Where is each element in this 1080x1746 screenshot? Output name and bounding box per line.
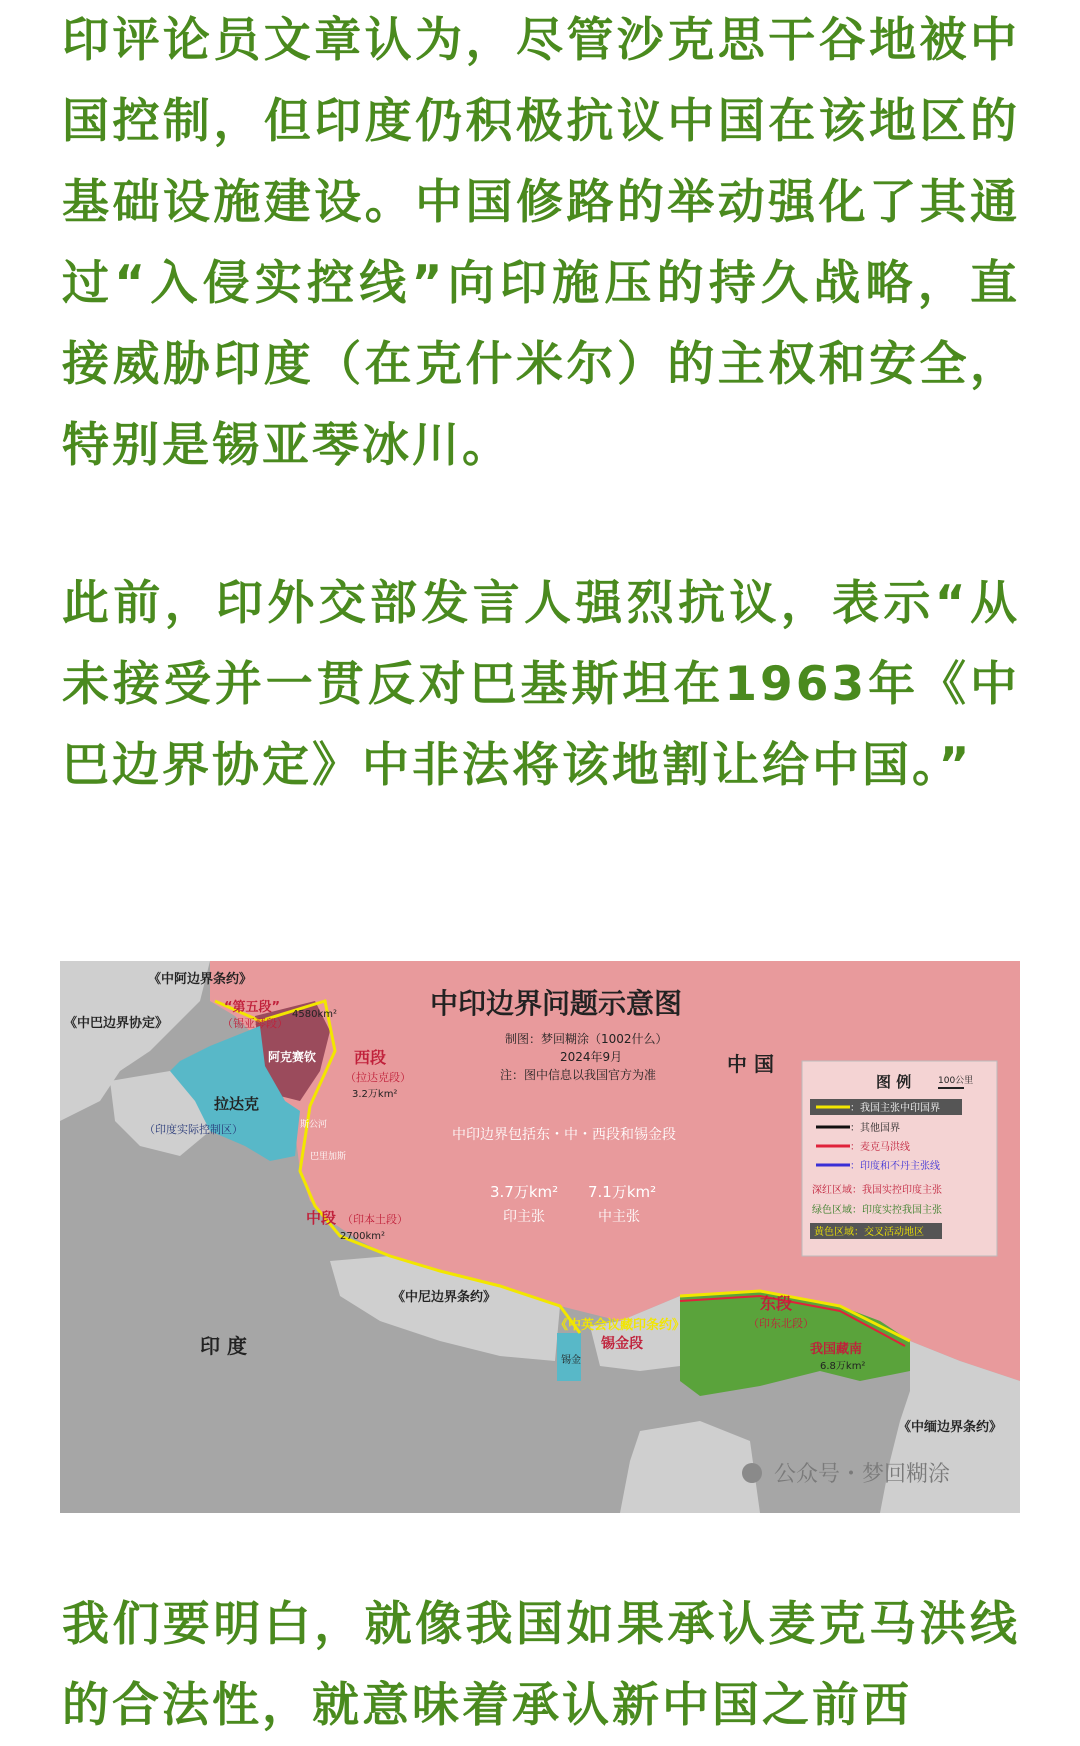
aksai-chin-label: 阿克赛钦	[268, 1050, 317, 1064]
india-claim-value: 3.7万km²	[490, 1183, 559, 1201]
middle-segment-label: 中段	[306, 1209, 337, 1227]
legend-item-3: ：麦克马洪线	[850, 1142, 910, 1153]
border-map-svg	[60, 961, 1020, 1513]
east-segment-sub: （印东北段）	[748, 1317, 814, 1330]
legend-area-3: 黄色区域：交叉活动地区	[814, 1227, 924, 1238]
article-paragraph-2: 此前，印外交部发言人强烈抗议，表示“从未接受并一贯反对巴基斯坦在1963年《中巴边界协定》中非法将该地割让给中国。”	[62, 576, 1020, 793]
china-label: 中 国	[727, 1052, 774, 1076]
afghan-treaty-label: 《中阿边界条约》	[148, 972, 253, 987]
south-tibet-area: 6.8万km²	[820, 1361, 866, 1372]
map-title: 中印边界问题示意图	[430, 987, 683, 1020]
border-map-image	[60, 961, 1020, 1513]
legend-item-1: ：我国主张中印国界	[850, 1103, 940, 1114]
legend-item-4: ：印度和不丹主张线	[850, 1161, 940, 1172]
fifth-segment-label: “第五段”	[224, 1000, 281, 1015]
ladakh-label: 拉达克	[214, 1095, 260, 1113]
middle-segment-area: 2700km²	[340, 1231, 385, 1242]
china-claim-label: 中主张	[598, 1209, 640, 1225]
legend-item-2: ：其他国界	[850, 1123, 900, 1134]
article-paragraph-1: 印评论员文章认为，尽管沙克思干谷地被中国控制，但印度仍积极抗议中国在该地区的基础设施建设。中国修路的举动强化了其通过“入侵实控线”向印施压的持久战略，直接威胁印度（在克什米尔）的主权和安全，特别是锡亚琴冰川。	[62, 13, 1020, 473]
fifth-segment-area: 4580km²	[292, 1009, 337, 1020]
legend-area-2: 绿色区域：印度实控我国主张	[812, 1205, 942, 1216]
small-label-1: 斯公河	[300, 1120, 328, 1130]
india-claim-label: 印主张	[503, 1209, 545, 1225]
legend-area-1: 深红区域：我国实控印度主张	[812, 1185, 942, 1196]
sikkim-treaty-label: 《中英会议藏印条约》	[555, 1318, 686, 1333]
south-tibet-label: 我国藏南	[810, 1342, 863, 1357]
map-legend	[802, 1061, 997, 1256]
india-label: 印 度	[200, 1334, 247, 1358]
legend-title: 图 例	[876, 1073, 912, 1091]
map-credit: 制图：梦回糊涂（1002什么）	[505, 1032, 668, 1046]
sikkim-segment-label: 锡金段	[601, 1336, 643, 1352]
map-summary: 中印边界包括东・中・西段和锡金段	[452, 1127, 676, 1143]
small-label-2: 巴里加斯	[310, 1152, 347, 1162]
pakistan-treaty-label: 《中巴边界协定》	[64, 1016, 169, 1031]
map-note: 注：图中信息以我国官方为准	[500, 1068, 657, 1082]
fifth-segment-sub: （锡亚琴段）	[222, 1017, 288, 1030]
west-segment-area: 3.2万km²	[352, 1089, 398, 1100]
legend-scale: 100公里	[938, 1076, 974, 1086]
map-date: 2024年9月	[560, 1050, 623, 1064]
wechat-icon	[742, 1463, 762, 1483]
china-claim-value: 7.1万km²	[588, 1183, 657, 1201]
watermark-text: 公众号・梦回糊涂	[774, 1462, 951, 1487]
east-segment-label: 东段	[760, 1294, 793, 1313]
west-segment-label: 西段	[354, 1048, 387, 1067]
nepal-treaty-label: 《中尼边界条约》	[392, 1290, 497, 1305]
middle-segment-sub: （印本土段）	[342, 1213, 408, 1226]
sikkim-label: 锡金	[561, 1355, 581, 1366]
ladakh-sub: （印度实际控制区）	[144, 1123, 243, 1136]
west-segment-sub: （拉达克段）	[345, 1071, 411, 1084]
burma-treaty-label: 《中缅边界条约》	[898, 1420, 1003, 1435]
article-paragraph-3: 我们要明白，就像我国如果承认麦克马洪线的合法性，就意味着承认新中国之前西	[62, 1597, 1020, 1733]
